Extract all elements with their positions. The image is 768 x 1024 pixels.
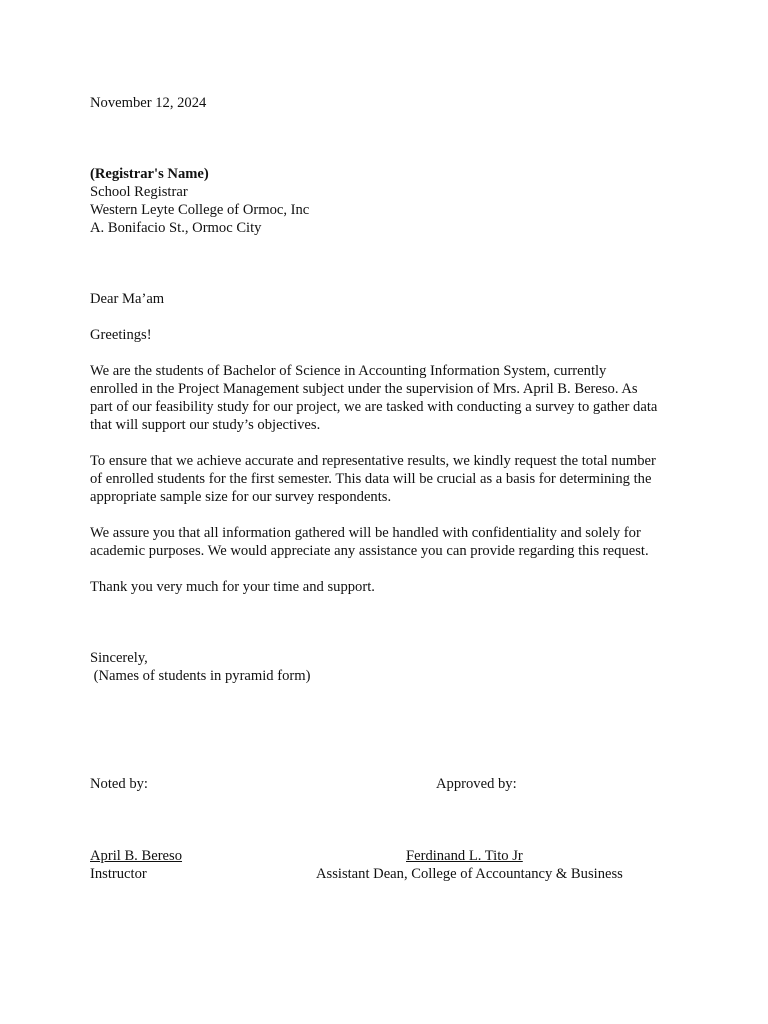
closing: Sincerely,	[90, 650, 148, 666]
paragraph-line: appropriate sample size for our survey respondents.	[90, 489, 392, 505]
noted-by-label: Noted by:	[90, 776, 148, 792]
recipient-title: School Registrar	[90, 184, 188, 200]
greeting: Greetings!	[90, 327, 152, 343]
paragraph-line: enrolled in the Project Management subject under the supervision of Mrs. April B. Bereso. As	[90, 381, 638, 397]
paragraph-line: that will support our study’s objectives.	[90, 417, 321, 433]
paragraph-line: Thank you very much for your time and support.	[90, 579, 375, 595]
paragraph-line: of enrolled students for the first semester. This data will be crucial as a basis for determining the	[90, 471, 652, 487]
approved-by-name: Ferdinand L. Tito Jr	[406, 848, 523, 864]
noted-by-name: April B. Bereso	[90, 848, 183, 864]
body-paragraph-1	[90, 362, 680, 434]
closing-block	[90, 649, 690, 685]
salutation: Dear Ma’am	[90, 291, 165, 307]
body-paragraph-2	[90, 452, 680, 506]
paragraph-line: academic purposes. We would appreciate any assistance you can provide regarding this request.	[90, 543, 649, 559]
paragraph-line: To ensure that we achieve accurate and representative results, we kindly request the total number	[90, 453, 656, 469]
recipient-address: A. Bonifacio St., Ormoc City	[90, 220, 262, 236]
noted-by-title: Instructor	[90, 866, 147, 882]
recipient-institution: Western Leyte College of Ormoc, Inc	[90, 202, 310, 218]
recipient-block	[90, 165, 690, 237]
approved-by-label: Approved by:	[436, 776, 517, 792]
paragraph-line: We assure you that all information gathered will be handled with confidentiality and solely for	[90, 525, 641, 541]
paragraph-line: part of our feasibility study for our project, we are tasked with conducting a survey to gather data	[90, 399, 658, 415]
body-paragraph-4	[90, 578, 680, 596]
body-paragraph-3	[90, 524, 680, 560]
letter-date: November 12, 2024	[90, 95, 207, 111]
approved-by-title: Assistant Dean, College of Accountancy & Business	[316, 866, 623, 882]
recipient-name: (Registrar's Name)	[90, 166, 209, 182]
signatories-note: (Names of students in pyramid form)	[90, 668, 311, 684]
paragraph-line: We are the students of Bachelor of Science in Accounting Information System, currently	[90, 363, 607, 379]
